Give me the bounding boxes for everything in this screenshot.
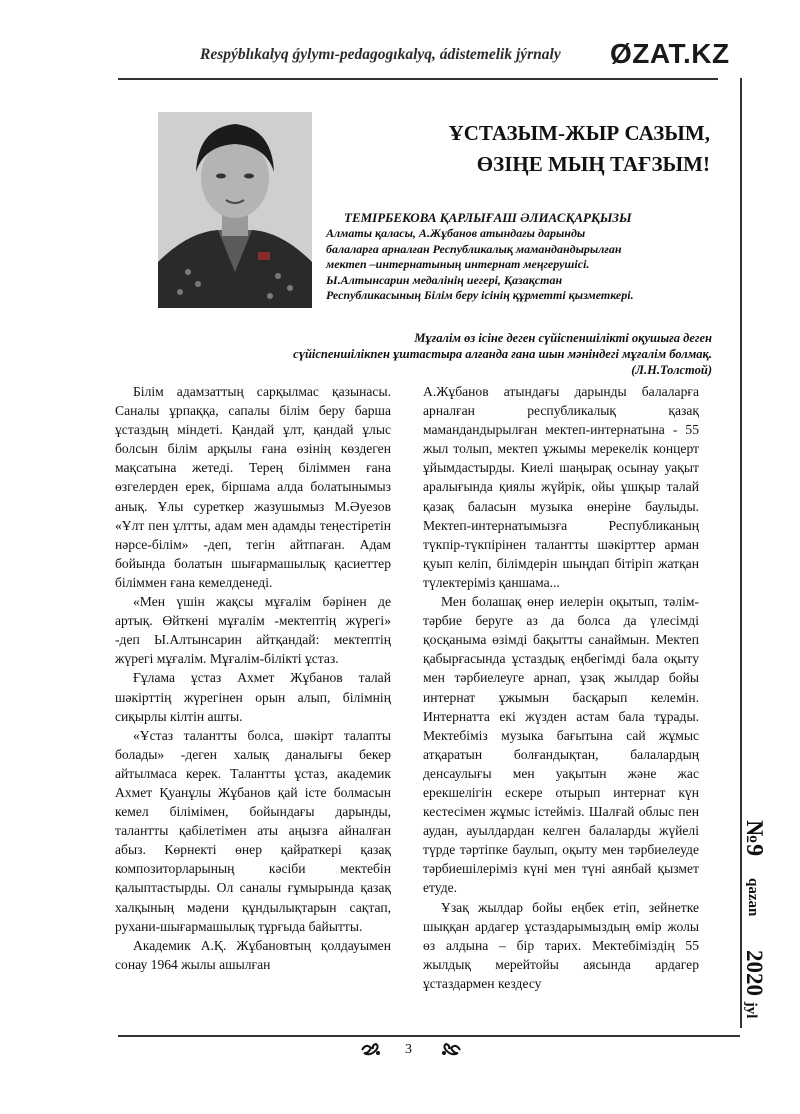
epigraph-line: сүйіспеншілікпен ұштастыра алғанда ғана шын мәніндегі мұғалім болмақ.: [293, 347, 712, 361]
author-name: ТЕМІРБЕКОВА ҚАРЛЫҒАШ ӘЛИАСҚАРҚЫЗЫ: [344, 210, 632, 225]
paragraph: Ұзақ жылдар бойы еңбек етіп, зейнетке шыққан ардагер ұстаздарымыздың өмір жолы өз алдына – бір тарих. Мектебіміздің 55 жылдық мерейтойы аясында ардагер ұстаздармен кездесу: [423, 899, 699, 991]
ornament-icon: [440, 1042, 462, 1063]
footer-divider: [118, 1035, 740, 1037]
article-title: [400, 118, 710, 180]
left-column: [115, 382, 391, 974]
paragraph: Білім адамзаттың сарқылмас қазынасы. Саналы ұрпаққа, сапалы білім беру барша ұстаздың міндеті. Қандай ұлт, қандай ұлыс болсын білім арқылы ғана өзінің көздеген мақсатына жетеді. Терең біліммен ғана өзгелерден ерек, біршама алда болатынымыз анық. Ұлы суреткер жазушымыз М.Әуезов «Ұлт пен ұлтты, адам мен адамды теңестіретін нәрсе-білім» -деп, тегін айтпаған. Адам бойында болатын шығармашылық қасиеттер біліммен ғана кемелденеді.: [115, 384, 391, 590]
paragraph: «Ұстаз талантты болса, шәкірт талапты болады» -деген халық даналығы бекер айтылмаса керек. Талантты ұстаз, академик Ахмет Қуанұлы Жұбанов қай істе болмасын кемел білімімен, бойындағы дарынды, талантты қабілетімен аты аңызға айналған абыз. Көрнекті өнер қайраткері қазақ композиторларының кәсіби мектебін қалыптастырды. Ол саналы ғұмырында қазақ халқының мәдени құндылықтарын сақтап, рухани-шығармашылық тұрғыда байытты.: [115, 727, 391, 934]
paragraph: Академик А.Қ. Жұбановтың қолдауымен сонау 1964 жылы ашылған: [115, 937, 391, 972]
ornament-icon: [360, 1042, 382, 1063]
epigraph: [200, 330, 712, 378]
right-column: [423, 382, 699, 993]
issue-year-number: 2020: [742, 950, 767, 996]
author-info-line: Ы.Алтынсарин медалінің иегері, Қазақстан: [326, 272, 563, 287]
author-info: [326, 226, 706, 304]
title-line: ӨЗІҢЕ МЫҢ ТАҒЗЫМ!: [476, 152, 710, 176]
issue-year-suffix: jyl: [743, 1001, 759, 1019]
journal-name: Respýblıkalyq ǵylymı-pedagogıkalyq, ádistemelik jýrnaly: [200, 46, 561, 63]
ozat-logo[interactable]: ØZAT.KZ: [610, 38, 730, 69]
title-line: ҰСТАЗЫМ-ЖЫР САЗЫМ,: [448, 121, 710, 145]
author-info-line: Республикасының Білім беру ісінің құрметті қызметкері.: [326, 288, 634, 302]
page-number: 3: [405, 1042, 412, 1057]
paragraph: Ғұлама ұстаз Ахмет Жұбанов талай шәкірттің жүрегінен орын алып, білімнің сиқырлы кілтін ашты.: [115, 670, 391, 724]
author-info-line: Алматы қаласы, А.Жұбанов атындағы дарынды: [326, 226, 586, 240]
issue-month: qazan: [745, 878, 761, 917]
issue-side-label: [725, 820, 765, 1030]
issue-number: №9: [741, 820, 767, 857]
issue-year: [741, 950, 767, 1018]
author-info-line: мектеп –интернатының интернат меңгерушісі.: [326, 257, 590, 271]
author-photo: [158, 112, 312, 308]
paragraph: «Мен үшін жақсы мұғалім бәрінен де артық. Өйткені мұғалім -мектептің жүрегі» -деп Ы.Алтынсарин айтқандай: мектептің жүрегі мұғалім. Мұғалім-білікті ұстаз.: [115, 594, 391, 667]
header-divider: [118, 78, 718, 80]
page-footer: [360, 1040, 460, 1062]
author-info-line: балаларға арналған Республикалық мамандандырылған: [326, 241, 622, 256]
epigraph-line: Мұғалім өз ісіне деген сүйіспеншілікті оқушыға деген: [414, 331, 712, 345]
paragraph: Мен болашақ өнер иелерін оқытып, тәлім-тәрбие беруге аз да болса да үлесімді қосқаныма өзімді бақытты санаймын. Мектеп қабырғасында ұстаздық еңбегімді бала оқыту мен тәрбиелеуге арнап, ұзақ жылдар бойы интернат ұжымын басқарып келемін. Интернатта екі жүзден астам бала тұрады. Мектебіміз музыка бағытына сай жұмыс атқаратын болғандықтан, балалардың денсаулығы мен уақытын және жас ерекшелігін ескере отырып интернат күн кестесімен жұмыс істейміз. Шалғай облыс пен аудан, ауылдардан келген балаларды жүйелі түрде тәртіпке баулып, оқыту мен тәрбиелеуде тәрбиешілеріміз күні мен түні аянбай қызмет етуде.: [423, 594, 699, 896]
epigraph-attribution: (Л.Н.Толстой): [631, 363, 712, 377]
paragraph: А.Жұбанов атындағы дарынды балаларға арналған республикалық қазақ мамандандырылған мектеп-интернатына - 55 жыл толып, мектеп ұжымы мерекелік концерт ұйымдастырды. Киелі шаңырақ осынау уақыт аралығында қиялы жүйрік, ойы ұшқыр талай қазақ баласын музыка өнеріне баулыды. Мектеп-интернатымызға Республиканың түкпір-түкпірінен талантты шәкірттер арман қуып келіп, білімдерін шыңдап бітіріп жатқан түлектеріміз қаншама...: [423, 384, 699, 590]
